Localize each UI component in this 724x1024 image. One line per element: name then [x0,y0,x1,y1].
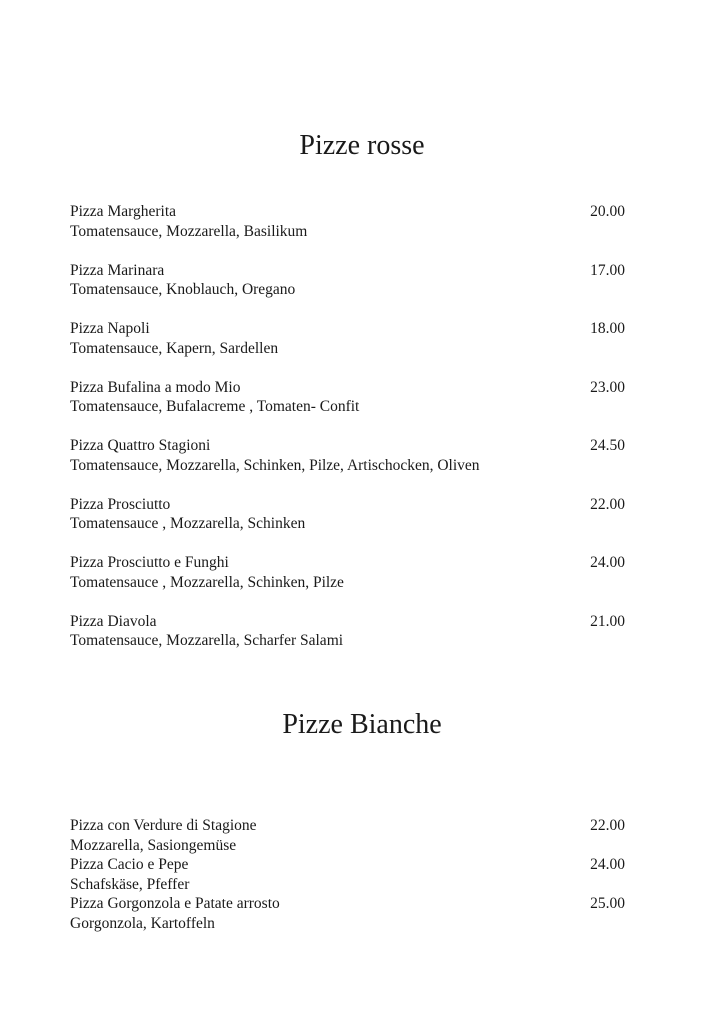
menu-item [70,319,625,358]
menu-item [70,612,625,651]
item-name: Pizza Napoli [70,320,150,337]
item-description: Tomatensauce, Kapern, Sardellen [70,339,279,357]
item-description: Tomatensauce, Mozzarella, Schinken, Pilze, Artischocken, Oliven [70,456,480,474]
menu-item [70,436,625,475]
item-name: Pizza Prosciutto e Funghi [70,554,229,571]
item-description: Mozzarella, Sasiongemüse [70,836,237,854]
item-description: Tomatensauce , Mozzarella, Schinken, Pilze [70,573,344,591]
item-price: 18.00 [590,320,625,337]
item-description: Tomatensauce, Bufalacreme , Tomaten- Confit [70,398,360,415]
item-description: Tomatensauce, Knoblauch, Oregano [70,281,296,298]
item-description: Tomatensauce, Mozzarella, Scharfer Salami [70,632,344,649]
item-description: Tomatensauce , Mozzarella, Schinken [70,515,306,532]
menu-item [70,855,625,894]
item-price: 21.00 [590,612,625,630]
menu-section-bianche [70,816,625,933]
item-name: Pizza con Verdure di Stagione [70,817,257,834]
menu-item [70,378,625,417]
item-name: Pizza Margherita [70,203,177,220]
item-description: Tomatensauce, Mozzarella, Basilikum [70,222,308,240]
item-name: Pizza Prosciutto [70,495,171,513]
item-price: 22.00 [590,495,625,513]
menu-item [70,553,625,592]
menu-item [70,816,625,855]
item-name: Pizza Quattro Stagioni [70,437,211,454]
menu-item [70,894,625,933]
menu-item [70,495,625,534]
item-price: 23.00 [590,378,625,396]
item-price: 24.00 [590,856,625,873]
item-price: 17.00 [590,261,625,279]
menu-item [70,202,625,241]
menu-item [70,261,625,300]
item-description: Schafskäse, Pfeffer [70,875,190,893]
item-description: Gorgonzola, Kartoffeln [70,914,215,932]
item-price: 24.00 [590,554,625,571]
item-price: 25.00 [590,895,625,912]
menu-section-rosse [70,202,625,670]
item-name: Pizza Bufalina a modo Mio [70,378,241,396]
section-title-bianche: Pizze Bianche [282,709,442,740]
section-title-rosse: Pizze rosse [299,130,425,161]
item-name: Pizza Marinara [70,261,165,279]
item-name: Pizza Diavola [70,612,157,630]
item-price: 20.00 [590,203,625,220]
item-price: 22.00 [590,817,625,834]
item-name: Pizza Cacio e Pepe [70,856,189,873]
item-price: 24.50 [590,437,625,454]
item-name: Pizza Gorgonzola e Patate arrosto [70,895,280,912]
